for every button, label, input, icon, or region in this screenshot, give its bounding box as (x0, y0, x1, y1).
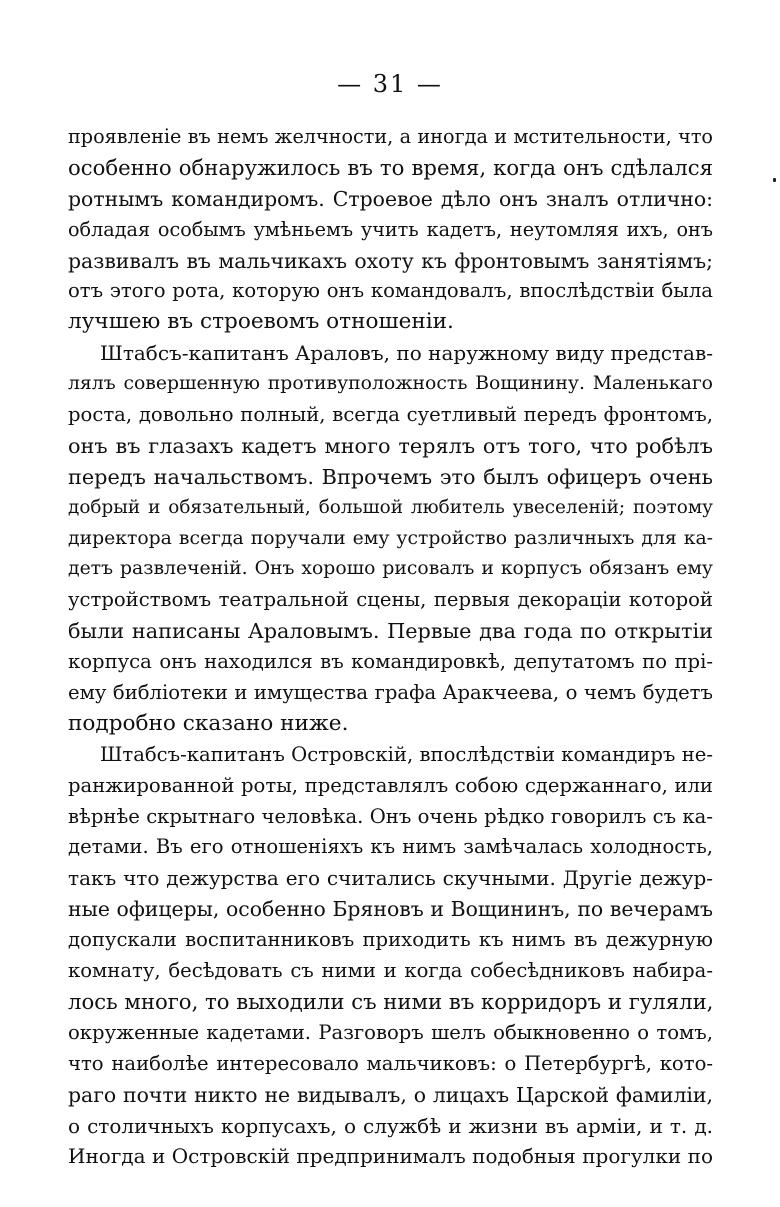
text-line: добрый и обязательный, большой любитель увеселеній; поэтому (68, 496, 713, 518)
text-line: корпуса онъ находился въ командировкѣ, депутатомъ по прі- (68, 650, 713, 674)
text-line: Иногда и Островскій предпринималъ подобныя прогулки по (68, 1144, 713, 1169)
text-line: обладая особымъ умѣньемъ учить кадетъ, неутомляя ихъ, онъ (68, 217, 713, 241)
margin-mark (773, 178, 776, 182)
text-line: онъ въ глазахъ кадетъ много терялъ отъ того, что робѣлъ (68, 433, 713, 458)
text-line: роста, довольно полный, всегда суетливый передъ фронтомъ, (68, 403, 713, 427)
text-line: детами. Въ его отношеніяхъ къ нимъ замѣчалась холодность, (68, 835, 713, 859)
text-line: ные офицеры, особенно Бряновъ и Вощининъ, по вечерамъ (68, 897, 713, 922)
text-line: подробно сказано ниже. (68, 710, 349, 736)
text-line: Штабсъ-капитанъ Араловъ, по наружному виду представ- (100, 341, 713, 366)
text-line: лось много, то выходили съ ними въ корридоръ и гуляли, (68, 988, 713, 1014)
text-line: развивалъ въ мальчикахъ охоту къ фронтовымъ занятіямъ; (68, 248, 713, 273)
text-line: передъ начальствомъ. Впрочемъ это былъ офицеръ очень (68, 464, 713, 489)
text-line: лялъ совершенную противуположность Вощинину. Маленькаго (68, 373, 713, 395)
text-line: проявленіе въ немъ желчности, а иногда и мстительности, что (68, 125, 713, 148)
text-line: ранжированной роты, представлялъ собою сдержаннаго, или (68, 773, 713, 797)
text-line: вѣрнѣе скрытнаго человѣка. Онъ очень рѣдко говорилъ съ ка- (68, 804, 713, 828)
text-line: директора всегда поручали ему устройство различныхъ для ка- (68, 527, 713, 549)
text-line: допускали воспитанниковъ приходить къ нимъ въ дежурную (68, 928, 713, 952)
text-line: такъ что дежурства его считались скучными. Другіе дежур- (68, 866, 713, 891)
body-text (68, 122, 713, 1172)
text-line: ему библіотеки и имущества графа Аракчеева, о чемъ будетъ (68, 681, 713, 705)
text-line: раго почти никто не видывалъ, о лицахъ Царской фамиліи, (68, 1082, 713, 1107)
text-line: Штабсъ-капитанъ Островскій, впослѣдствіи командиръ не- (100, 742, 713, 766)
page-number: — 31 — (337, 70, 443, 98)
text-line: лучшею въ строевомъ отношеніи. (68, 309, 454, 335)
text-line: о столичныхъ корпусахъ, о службѣ и жизни въ арміи, и т. д. (68, 1113, 713, 1138)
text-line: устройствомъ театральной сцены, первыя декораціи которой (68, 588, 713, 612)
text-line: что наиболѣе интересовало мальчиковъ: о Петербургѣ, кото- (68, 1051, 713, 1075)
text-line: комнату, бесѣдовать съ ними и когда собесѣдниковъ набира- (68, 959, 713, 983)
text-line: особенно обнаружилось въ то время, когда онъ сдѣлался (68, 154, 713, 180)
text-line: были написаны Араловымъ. Первые два года по открытіи (68, 619, 713, 644)
text-line: ротнымъ командиромъ. Строевое дѣло онъ зналъ отлично: (68, 186, 713, 211)
text-line: окруженные кадетами. Разговоръ шелъ обыкновенно о томъ, (68, 1020, 713, 1044)
text-line: отъ этого рота, которую онъ командовалъ, впослѣдствіи была (68, 279, 713, 303)
text-line: детъ развлеченій. Онъ хорошо рисовалъ и корпусъ обязанъ ему (68, 558, 713, 580)
